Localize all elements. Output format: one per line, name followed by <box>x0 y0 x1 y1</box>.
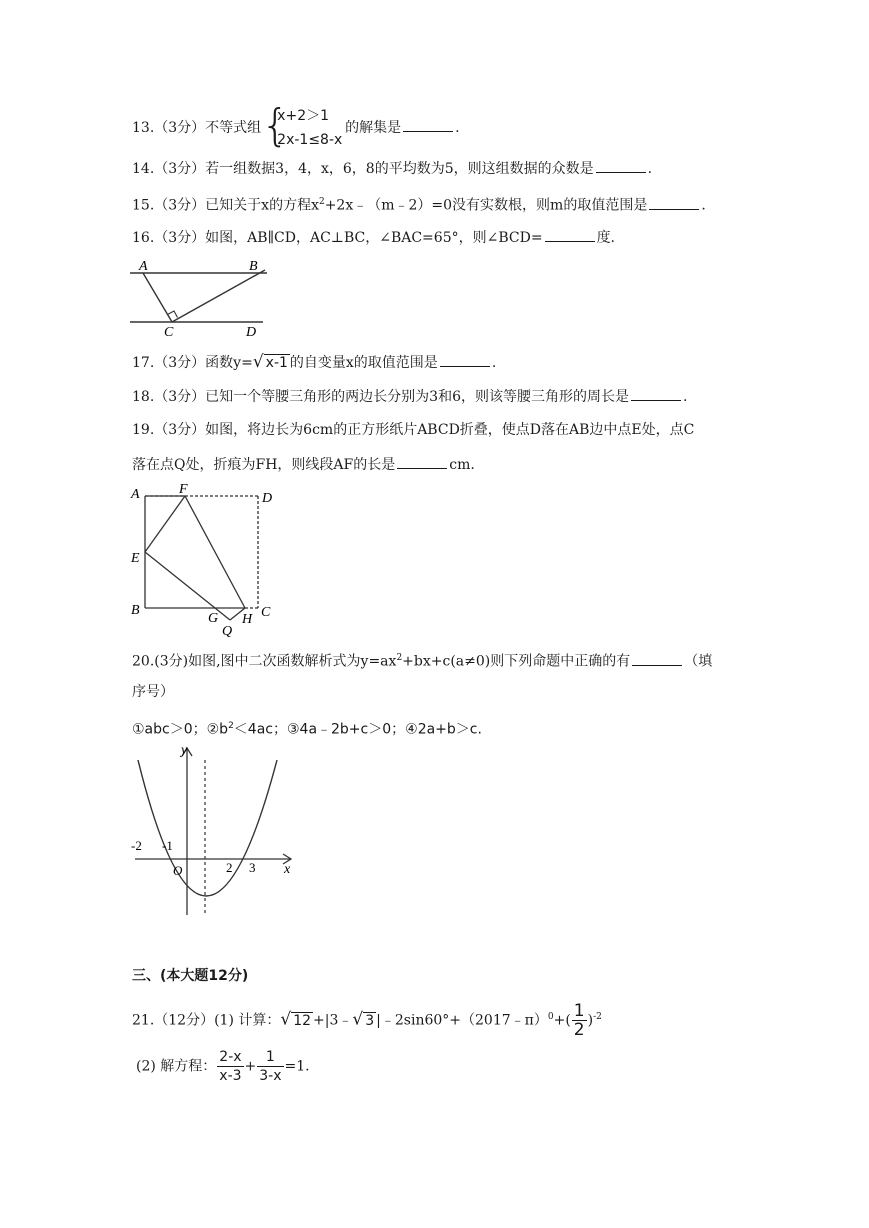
q21-pre: 21.（12分）(1) 计算： <box>132 1012 281 1029</box>
fraction-numerator: 2-x <box>219 1049 242 1065</box>
q18-text: 18.（3分）已知一个等腰三角形的两边长分别为3和6，则该等腰三角形的周长是 <box>132 389 629 405</box>
figure-19-folded-square <box>125 480 285 640</box>
answer-blank-18 <box>631 386 681 401</box>
question-20 <box>132 648 712 672</box>
question-21-part-2 <box>136 1048 310 1085</box>
question-17 <box>132 352 496 373</box>
q20-pre: 20.(3分)如图,图中二次函数解析式为y=ax <box>132 653 397 670</box>
q15-sup: 2 <box>318 197 325 207</box>
answer-blank-17 <box>440 352 490 367</box>
q21-radicand-1: 12 <box>293 1012 312 1029</box>
q17-end: . <box>491 355 497 371</box>
question-19-line-2 <box>132 454 475 475</box>
q21b-pre: (2) 解方程： <box>136 1058 217 1075</box>
fraction-numerator: 1 <box>257 1048 283 1067</box>
inequality-system <box>261 100 345 151</box>
q15-pre: 15.（3分）已知关于x的方程x <box>132 197 319 214</box>
radical-icon: √ <box>352 1009 364 1030</box>
q19-end: cm. <box>449 457 475 473</box>
section-3-heading: 三、(本大题12分) <box>132 968 249 984</box>
q20-sup: 2 <box>396 653 403 663</box>
label-q: Q <box>222 624 233 639</box>
fraction-denominator: 2 <box>573 1020 585 1040</box>
q21-close: ) <box>587 1012 594 1029</box>
q13-prefix: 13.（3分）不等式组 <box>132 120 262 136</box>
q17-post: 的自变量x的取值范围是 <box>289 355 438 371</box>
segment-fe <box>145 496 185 552</box>
tick-label-2: 2 <box>226 860 233 875</box>
label-c: C <box>164 325 174 340</box>
segment-eq <box>145 552 230 620</box>
question-18 <box>132 386 687 407</box>
q20-line-2: 序号） <box>132 684 174 700</box>
q21-sup-0: 0 <box>547 1011 554 1022</box>
answer-blank-13 <box>403 117 453 132</box>
answer-blank-15 <box>649 195 699 210</box>
inequality-row-2: 2x-1≤8-x <box>277 132 343 148</box>
label-d: D <box>262 491 273 506</box>
radical-icon: √ <box>280 1009 292 1030</box>
label-b: B <box>249 259 258 274</box>
q13-end: . <box>455 120 460 136</box>
segment-bc <box>172 270 265 322</box>
label-g: G <box>208 611 219 626</box>
fraction-1 <box>217 1048 243 1085</box>
q21-mid1: +|3﹣ <box>313 1012 353 1029</box>
q17-radicand: x-1 <box>265 355 288 371</box>
question-14 <box>132 158 652 179</box>
label-a: A <box>131 487 140 502</box>
tick-label-neg2: -2 <box>131 838 142 853</box>
label-b: B <box>131 603 140 618</box>
question-21-part-1 <box>132 1002 602 1039</box>
question-13 <box>132 100 460 151</box>
fraction-denominator: 3-x <box>259 1068 282 1084</box>
label-d: D <box>246 325 257 340</box>
label-f: F <box>179 482 188 497</box>
q13-suffix: 的解集是 <box>345 120 402 136</box>
q20-opts-a: ①abc＞0；②b <box>132 721 229 738</box>
label-a: A <box>139 259 148 274</box>
radical-icon: √ <box>252 352 264 372</box>
q21-radicand-2: 3 <box>365 1012 375 1029</box>
question-19-line-1 <box>132 420 694 440</box>
question-20-options <box>132 716 482 740</box>
figure-20-parabola <box>125 740 300 920</box>
question-15 <box>132 192 706 216</box>
label-c: C <box>261 605 271 620</box>
fraction-numerator: 1 <box>573 1001 585 1021</box>
tick-label-neg1: -1 <box>162 838 173 853</box>
q19-line-1: 19.（3分）如图，将边长为6cm的正方形纸片ABCD折叠，使点D落在AB边中点E处，点C <box>132 422 695 438</box>
answer-blank-16 <box>545 227 595 242</box>
parabola-curve <box>138 760 277 896</box>
q21-plus: +( <box>553 1012 571 1029</box>
q21b-plus: + <box>244 1058 257 1075</box>
answer-blank-19 <box>397 454 447 469</box>
fraction-2 <box>257 1048 283 1085</box>
question-16 <box>132 227 615 248</box>
label-origin: O <box>173 863 183 878</box>
left-brace-icon: { <box>261 100 290 151</box>
answer-blank-20 <box>632 651 682 666</box>
inequality-row-1: x+2＞1 <box>277 108 330 124</box>
fraction-denominator: x-3 <box>219 1068 242 1084</box>
tick-label-3: 3 <box>249 860 256 875</box>
label-y: y <box>181 743 188 758</box>
label-e: E <box>131 551 140 566</box>
q20-opts-b: ＜4ac；③4a﹣2b+c＞0；④2a+b＞c. <box>233 721 482 738</box>
q21-mid2: |﹣2sin60°+（2017﹣π） <box>376 1012 548 1029</box>
answer-blank-14 <box>596 158 646 173</box>
question-20-line-2 <box>132 682 174 702</box>
q14-end: . <box>647 161 653 177</box>
q17-pre: 17.（3分）函数y= <box>132 355 253 371</box>
q20-tail: （填 <box>684 653 713 670</box>
q15-post: +2x﹣（m﹣2）=0没有实数根，则m的取值范围是 <box>324 197 648 214</box>
q20-post: +bx+c(a≠0)则下列命题中正确的有 <box>402 653 631 670</box>
q20-opts-sup: 2 <box>228 721 234 731</box>
q16-text: 16.（3分）如图，AB∥CD，AC⊥BC，∠BAC=65°，则∠BCD= <box>132 230 543 246</box>
q21-sup-neg2: -2 <box>593 1011 602 1022</box>
label-x: x <box>284 862 291 877</box>
q21b-end: =1. <box>284 1058 310 1075</box>
q14-text: 14.（3分）若一组数据3，4，x，6，8的平均数为5，则这组数据的众数是 <box>132 161 594 177</box>
fraction-one-half <box>572 1002 587 1039</box>
q16-end: 度. <box>596 230 616 246</box>
figure-16-parallel-lines <box>125 255 275 340</box>
q19-line-2: 落在点Q处，折痕为FH，则线段AF的长是 <box>132 457 396 473</box>
q15-end: . <box>701 197 706 214</box>
q18-end: . <box>682 389 688 405</box>
label-h: H <box>242 612 253 627</box>
